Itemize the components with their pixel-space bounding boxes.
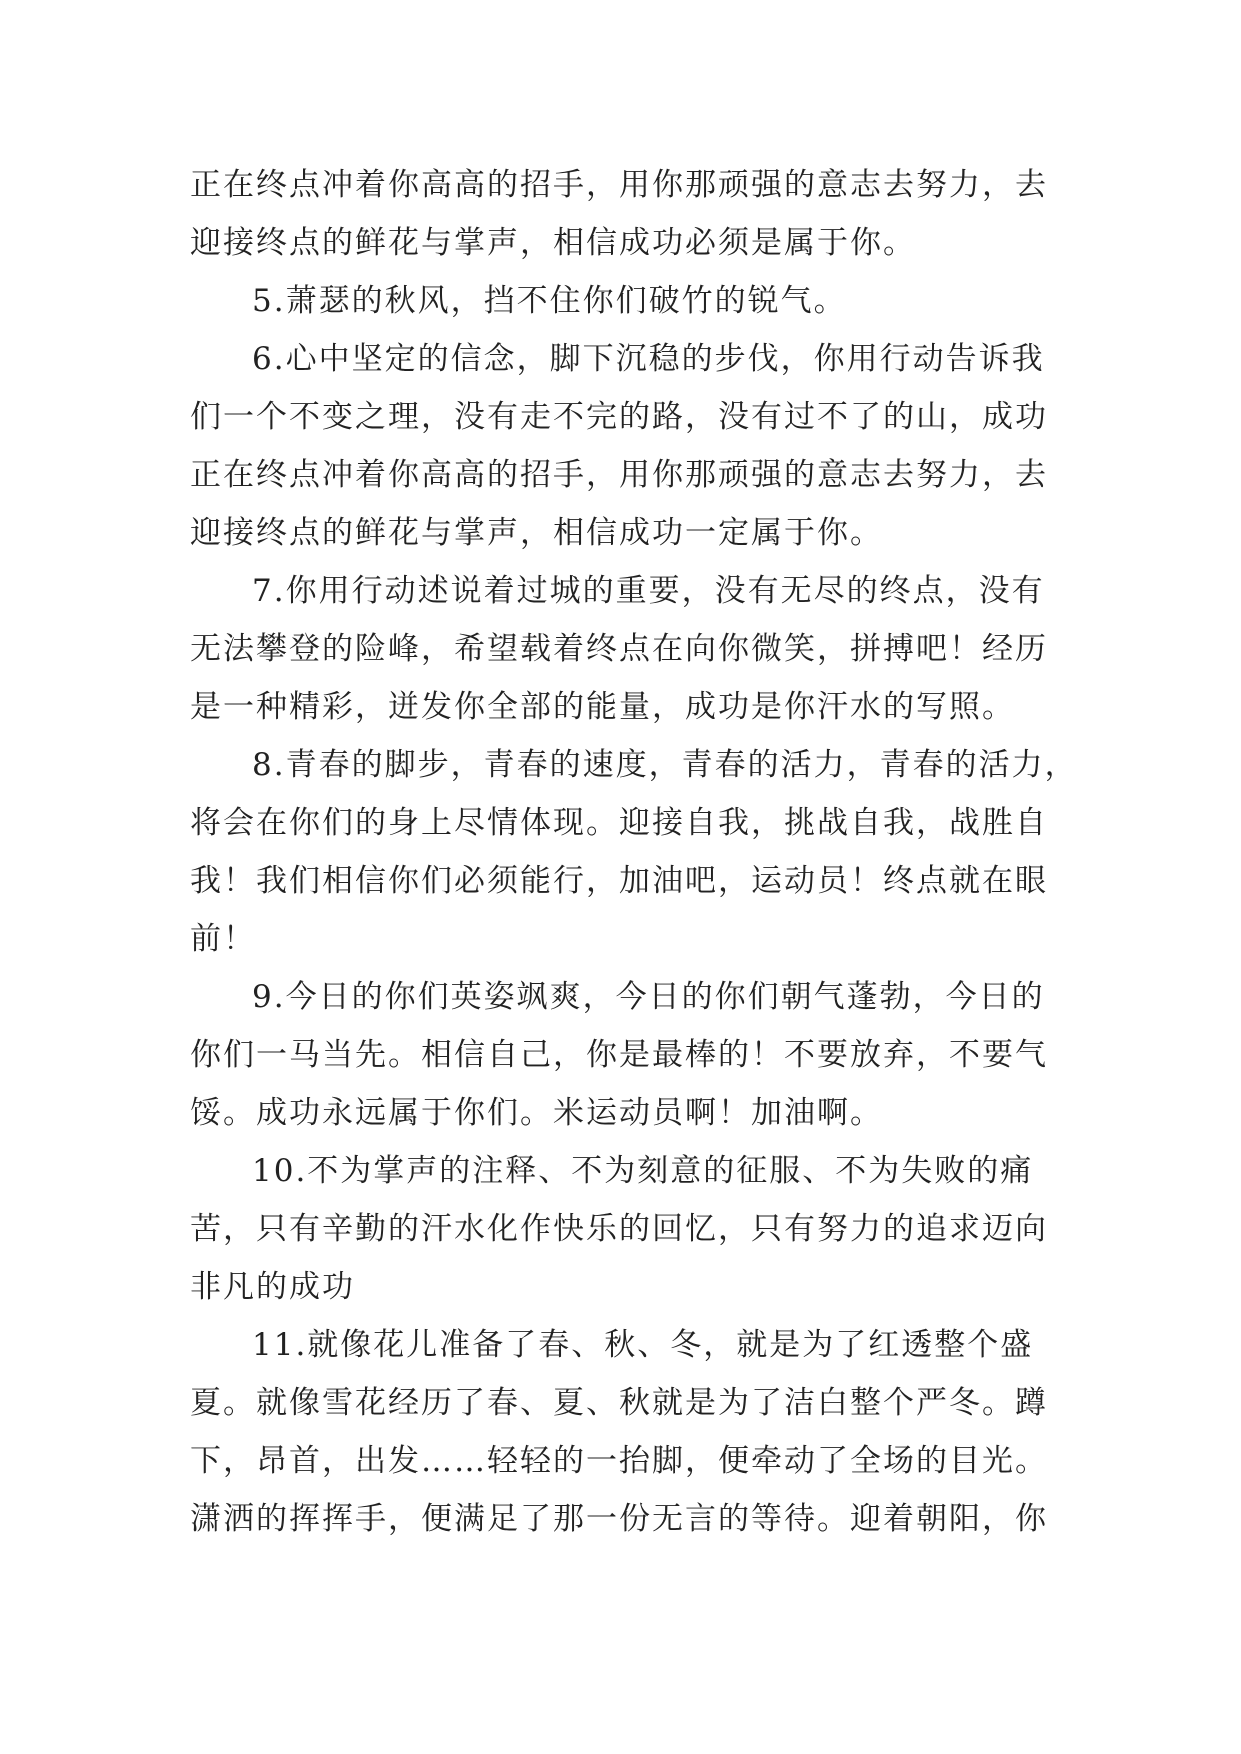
text-line: 迎接终点的鲜花与掌声，相信成功一定属于你。 bbox=[190, 515, 883, 551]
text-line: 正在终点冲着你高高的招手，用你那顽强的意志去努力，去 bbox=[190, 167, 1048, 203]
paragraph-8-line: 8.青春的脚步，青春的速度，青春的活力，青春的活力， bbox=[252, 747, 1078, 783]
text-line: 前！ bbox=[190, 921, 256, 957]
text-line: 馁。成功永远属于你们。米运动员啊！加油啊。 bbox=[190, 1095, 883, 1131]
text-line: 正在终点冲着你高高的招手，用你那顽强的意志去努力，去 bbox=[190, 457, 1048, 493]
text-line: 潇洒的挥挥手，便满足了那一份无言的等待。迎着朝阳，你 bbox=[190, 1501, 1048, 1537]
text-line: 夏。就像雪花经历了春、夏、秋就是为了洁白整个严冬。蹲 bbox=[190, 1385, 1048, 1421]
text-line: 下，昂首，出发……轻轻的一抬脚，便牵动了全场的目光。 bbox=[190, 1443, 1048, 1479]
paragraph-10-line: 10.不为掌声的注释、不为刻意的征服、不为失败的痛 bbox=[252, 1153, 1034, 1189]
paragraph-11-line: 11.就像花儿准备了春、秋、冬，就是为了红透整个盛 bbox=[252, 1327, 1034, 1363]
text-line: 苦，只有辛勤的汗水化作快乐的回忆，只有努力的追求迈向 bbox=[190, 1211, 1048, 1247]
text-line: 们一个不变之理，没有走不完的路，没有过不了的山，成功 bbox=[190, 399, 1048, 435]
text-line: 将会在你们的身上尽情体现。迎接自我，挑战自我，战胜自 bbox=[190, 805, 1048, 841]
text-line: 非凡的成功 bbox=[190, 1269, 355, 1305]
document-body bbox=[190, 156, 1078, 1548]
text-line: 迎接终点的鲜花与掌声，相信成功必须是属于你。 bbox=[190, 225, 916, 261]
text-line: 无法攀登的险峰，希望载着终点在向你微笑，拼搏吧！经历 bbox=[190, 631, 1048, 667]
paragraph-6-line: 6.心中坚定的信念，脚下沉稳的步伐，你用行动告诉我 bbox=[252, 341, 1045, 377]
text-line: 是一种精彩，迸发你全部的能量，成功是你汗水的写照。 bbox=[190, 689, 1015, 725]
paragraph-5-line: 5.萧瑟的秋风，挡不住你们破竹的锐气。 bbox=[252, 283, 847, 319]
text-line: 我！我们相信你们必须能行，加油吧，运动员！终点就在眼 bbox=[190, 863, 1048, 899]
text-line: 你们一马当先。相信自己，你是最棒的！不要放弃，不要气 bbox=[190, 1037, 1048, 1073]
paragraph-7-line: 7.你用行动述说着过城的重要，没有无尽的终点，没有 bbox=[252, 573, 1045, 609]
paragraph-9-line: 9.今日的你们英姿飒爽，今日的你们朝气蓬勃，今日的 bbox=[252, 979, 1045, 1015]
